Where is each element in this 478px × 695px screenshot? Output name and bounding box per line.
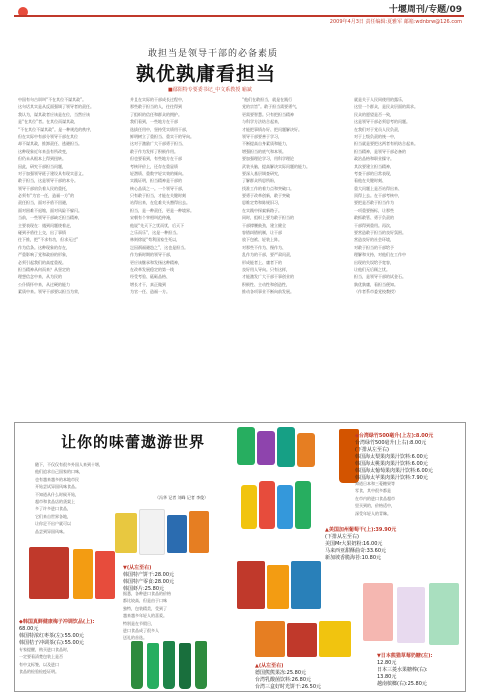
price-item: 新加坡香脆海苔:10.80元 — [325, 555, 381, 561]
text-line: 担当就是要把这两者有机结合起来。 — [354, 141, 418, 147]
text-line: 武装头脑，提高解决实际问题的能力。 — [242, 163, 310, 169]
text-line: 经受考验、砥砺品格、 — [130, 274, 170, 280]
text-line: 考查干部的日常表现， — [354, 170, 394, 176]
taiwan-drink-list — [355, 433, 463, 482]
text-line: 就是关于人民同使用的露乐， — [354, 97, 406, 102]
text-line: 食品的检验检疫证明。 — [19, 669, 59, 675]
text-line: 必须引起我们的高度重视。 — [18, 259, 66, 265]
text-line: 顶得上去。在干部考核中， — [354, 193, 402, 199]
text-line: 在实践中探索新路子。 — [242, 207, 282, 213]
text-line: 当前，一些领导干部缺乏担当精神， — [18, 215, 82, 221]
list-heading: ▼日本熊猫草莓奶糖(左): — [377, 653, 433, 659]
text-line: 理解和支持，对他们在工作中 — [354, 252, 406, 258]
price-item: 韩国海太桃果肉果汁饮料:6.00元 — [355, 461, 428, 467]
mixed-snack-list — [255, 663, 373, 691]
bottom-snack-photo — [251, 619, 355, 661]
header-meta: 2009年4月3日 责任编辑:夏雅军 邮箱:wdnbrw@126.com — [329, 19, 462, 25]
price-item: 韩国海太苹果肉果汁饮料:7.90元 — [355, 475, 428, 481]
text-line: 与科学方法结合起来， — [242, 119, 282, 125]
text-line: 中国有句古训叫“不在其位不谋其政”。 — [18, 97, 87, 102]
price-item: 13.80元 — [377, 674, 397, 680]
text-line: 责任担当，面对矛盾不回避， — [18, 200, 70, 206]
japan-snack-list — [377, 653, 463, 688]
text-line: 看他在关键时刻、 — [354, 178, 386, 184]
text-line: 面对困难不退缩，面对风险不躲闪。 — [18, 207, 82, 213]
article-column-2 — [130, 96, 234, 416]
text-line: 这种现象近年来虽有所改变， — [18, 148, 70, 154]
article-column-4 — [354, 96, 458, 416]
feature-byline: （冯华 记者 刘峰 记者 李俊） — [155, 495, 209, 500]
text-line: 我们看到，一些地方在干部 — [130, 119, 178, 125]
text-line: 站得出来，在危难关头豁得出去。 — [130, 200, 190, 206]
text-line: 敢于担当，这是领导干部的本分。 — [18, 178, 78, 184]
article — [18, 26, 460, 420]
text-line: 更需要智慧。只有把担当精神 — [242, 111, 294, 117]
price-item: 韩国特产零食:28.00元 — [123, 579, 174, 585]
text-line: 但在实际中有部分领导干部在其位 — [18, 133, 78, 139]
text-line: 多了许多进口食品， — [35, 506, 71, 512]
text-line: 据悉，各种进口食品的价格 — [123, 591, 171, 596]
feature-title: 让你的味蕾遨游世界 — [61, 433, 206, 451]
text-line: 一项重要指标，让那些 — [354, 207, 394, 213]
text-line: 深受年轻人的青睐。 — [355, 510, 391, 516]
korean-snack-list — [123, 565, 223, 593]
text-line: 独特，包装精美，受到了 — [123, 605, 167, 611]
text-line: 政治品格和职业操守。 — [354, 156, 394, 162]
text-line: 容错纠错机制，让干部 — [242, 230, 282, 236]
text-line: 为官一任、造福一方。 — [130, 289, 170, 295]
text-line: 党的宗旨”。敢于担当需要勇气， — [242, 104, 301, 110]
text-line: 要深入基层调查研究， — [242, 170, 282, 176]
text-line: 知道日本和三菱糖果等 — [355, 481, 395, 486]
text-line: 不知道从什么时候开始， — [35, 491, 79, 497]
text-line: 但仍未从根本上得到扭转。 — [18, 156, 66, 162]
text-line: 并且在实际的干部成长过程中， — [130, 97, 186, 102]
text-line: 他说“先天下之忧而忧，后天下 — [130, 222, 185, 228]
japan-snack-photo — [359, 579, 463, 651]
text-line: 都比较高，但是由于口味 — [123, 598, 167, 604]
price-item: 韩国虾片:25.80元 — [123, 586, 164, 592]
text-line: 作为信条。这种现象的存在， — [18, 244, 70, 250]
text-line: （作者系市委党校教授） — [354, 289, 398, 295]
list-heading: ▲(从左至右) — [255, 663, 284, 669]
text-line: “不在其位不谋其政”。是一种规范的秩序， — [18, 126, 95, 132]
text-line: 让他们无后顾之忧。 — [354, 266, 390, 272]
text-line: 这对于激励广大干部勇于担当、 — [130, 141, 186, 147]
text-line: 碰到矛盾往上交，出了事情 — [18, 230, 66, 236]
text-line: 在我们对于党员人民负责， — [354, 126, 402, 132]
text-line: 了组织的信任和群众的拥护。 — [130, 111, 182, 117]
text-line: 在改革发展稳定的第一线 — [130, 266, 174, 272]
price-item: 台湾绿竹500毫升(上右):8.00元 — [355, 440, 427, 446]
text-line: 但也要看到，有些地方在干部 — [130, 156, 182, 162]
text-line: 同时，组织上要为敢于担当的 — [242, 215, 294, 221]
text-line: 越来越多年轻人的喜爱。 — [123, 613, 167, 619]
text-line: 零食，其中很多都是 — [355, 488, 391, 494]
list-heading: ▲美国加州葡萄干(上):39.90元 — [325, 527, 397, 533]
text-line: 让你足不出户就可以 — [35, 521, 71, 527]
text-line: 干部撑腰鼓劲，建立健全 — [242, 222, 286, 228]
text-line: 要勇于改革创新，敢于突破 — [242, 193, 290, 199]
list-heading: ◆台湾绿竹500毫升(上左):8.00元 — [355, 433, 434, 439]
price-item: 12.80元 — [377, 660, 397, 666]
article-kicker: 敢担当是领导干部的必备素质 — [148, 49, 279, 59]
text-line: 出现的失误给予宽容， — [354, 259, 394, 265]
article-byline: ■鄢阳特专要委书记_中文系教授 喻斌 — [168, 87, 252, 93]
text-line: 要把是否敢于担当作为 — [354, 200, 394, 206]
text-line: 公仆情怀中来，从过硬的能力 — [18, 281, 70, 287]
text-line: 对于上级负责的统一中， — [354, 133, 398, 139]
text-line: 因此，研究干部担当问题， — [18, 163, 66, 169]
text-line: 他们追求自己国家的口味， — [35, 469, 83, 475]
text-line: 在市内的进口食品超市 — [355, 495, 395, 501]
price-item: 马来西亚甜酥曲奇:33.60元 — [325, 548, 386, 554]
text-line: 对那些不作为、慢作为、 — [242, 244, 286, 250]
text-line: 形成能者上、庸者下的 — [242, 259, 282, 265]
text-line: 找准工作的着力点和突破口。 — [242, 185, 294, 191]
price-item: 日本三菱水果糖棒(右): — [377, 667, 428, 673]
text-line: 开始尝试异国风味食品。 — [35, 484, 79, 490]
text-line: 随下，不仅仅有很多外国人来到十堰， — [35, 462, 103, 467]
text-line: 积极性、主动性和创造性， — [242, 281, 290, 287]
text-line: 良好用人导向。只有这样， — [242, 266, 290, 272]
text-line: 送礼的首选。 — [123, 635, 147, 641]
us-snack-list — [325, 527, 463, 562]
header-rule — [14, 15, 464, 17]
text-line: 一定要看清楚包装上是否 — [19, 654, 63, 660]
text-line: 核心品质之一。一个领导干部， — [130, 185, 186, 191]
text-line: 有中文标签，以及进口 — [19, 661, 59, 667]
price-item: 韩国海太梨果肉果汁饮料:6.00元 — [355, 454, 428, 460]
korean-snack-photo — [111, 505, 211, 563]
text-line: 重大问题上是否站得出来、 — [354, 185, 402, 191]
text-line: 特别是在节假日， — [123, 620, 155, 626]
text-line: 必须有“为官一任，造福一方”的 — [18, 193, 75, 199]
text-line: 干部得到重用。再次， — [354, 222, 394, 228]
text-line: 担当精神，是领导干部必备的 — [354, 148, 406, 154]
text-line: 领导干部肩负着人民的重托， — [18, 185, 70, 191]
price-item: 台湾三盒好时光饼干:26.50元 — [255, 684, 321, 690]
text-line: 增强担当的底气和本领。 — [242, 148, 286, 154]
text-line: 选拔任用中，坚持凭实绩用干部， — [130, 126, 190, 132]
text-line: 往下推，把“不求有功，但求无过” — [18, 237, 79, 243]
text-line: 轻潜绩、重数字轻实效的倾向。 — [130, 170, 186, 176]
text-line: 要营造敢于担当的良好氛围。 — [354, 230, 406, 236]
text-line: 推动各项事业不断向前发展。 — [242, 289, 294, 295]
text-line: 才能把事情办好、把问题解决好。 — [242, 126, 302, 132]
note-1 — [123, 591, 223, 643]
list-heading: ▼(从左至右) — [123, 565, 152, 571]
text-line: 敢于作为发挥了积极作用。 — [130, 148, 178, 154]
price-item: 韩国桔子冲调茶(右):55.00元 — [19, 640, 84, 646]
text-line: 它们来自世界各地， — [35, 513, 71, 519]
text-line: 不断提高自身素质和能力， — [242, 141, 290, 147]
text-line: 专家提醒，购买进口食品时， — [19, 647, 71, 652]
text-line: 作为新时期的领导干部， — [130, 252, 174, 258]
text-line: 我认为，谋其政者应该是在位，当然应该 — [18, 111, 90, 117]
text-line: “他们在敢担当，就是在践行 — [242, 97, 293, 102]
page-header — [0, 0, 478, 24]
korean-drink-photo — [21, 543, 117, 615]
text-line: 严重影响了党和政府的形象， — [18, 252, 70, 258]
text-line: 担当精神从何而来？从坚定的 — [18, 266, 70, 272]
text-line: 乱作为的干部，要严肃问责， — [242, 252, 294, 258]
price-item: 韩国海太葡萄果肉果汁饮料:6.00元 — [355, 468, 433, 474]
text-line: 之乐而乐”，这是一种担当。 — [130, 230, 181, 236]
text-line: 是“在其位”者。在其位而谋其政， — [18, 119, 79, 125]
text-line: 主要表现在：遇到问题绕着走， — [18, 222, 74, 228]
note-2 — [19, 647, 123, 677]
note-3 — [355, 481, 459, 518]
text-line: 那些敢于担当的人，往往得到 — [130, 104, 182, 110]
text-line: 也有越来越多的本地市民 — [35, 476, 79, 482]
text-line: 考核评价上，还存在重显绩 — [130, 163, 178, 169]
feature-box — [14, 422, 466, 692]
section-title: 十堰周刊/专题/09 — [388, 5, 462, 15]
price-item: 美国Mr大果奶粉:16.00元 — [325, 541, 383, 547]
text-line: 担当，是一种责任，更是一种境界。 — [130, 207, 194, 213]
text-line: 领导干部要善于学习， — [242, 133, 282, 139]
text-line: 其次要建立担当精神， — [354, 163, 394, 169]
liquor-bottles-photo — [127, 639, 223, 691]
text-line: 担当，是领导干部的试金石。 — [354, 274, 406, 280]
price-item: (下排从左至右) — [355, 447, 389, 453]
price-item: 越南槟榔(右):25.80元 — [377, 681, 427, 687]
text-line: 思维定势和陈规旧习， — [242, 200, 282, 206]
text-line: 要加强理论学习，用科学理论 — [242, 156, 294, 162]
text-line: 林则徐说“苟利国家生死以， — [130, 237, 181, 243]
list-heading: ◆韩国真鲜健康梅子冲调饮品(上): — [19, 619, 95, 625]
text-line: 鲜明树立了重担当、重实干的导向。 — [130, 133, 194, 139]
text-line: 超市和食品店的货架上 — [35, 498, 75, 504]
article-column-3 — [242, 96, 346, 416]
text-line: 放下包袱、轻装上阵。 — [242, 237, 282, 243]
text-line: 对敢于担当的干部给予 — [354, 244, 394, 250]
canned-drinks-photo — [233, 427, 325, 555]
text-line: 更应该继承和发扬这种精神， — [130, 259, 182, 265]
text-line: 营造良好的社会环境， — [354, 237, 394, 243]
korean-drink-list — [19, 619, 123, 647]
text-line: 敢抓敢管、勇于负责的 — [354, 215, 394, 221]
price-item: 德国熊熊果冻:25.80元 — [255, 670, 306, 676]
text-line: 素质中来。领导干部要以担当为荣， — [18, 289, 82, 295]
article-column-1 — [18, 96, 122, 416]
text-line: 只有敢于担当，才能在关键时刻 — [130, 193, 186, 199]
price-item: 68.00元 — [19, 626, 39, 632]
price-item: 台湾乳酸菌饮料:26.80元 — [255, 677, 311, 683]
text-line: 品尝到异国风味。 — [35, 528, 67, 534]
text-line: 理想信念中来，从为民的 — [18, 274, 62, 280]
text-line: 对于加强领导班子建设具有现实意义。 — [18, 170, 86, 176]
text-line: 这里一个群众，是民众层面的需求。 — [354, 104, 418, 110]
article-headline: 孰优孰庸看担当 — [136, 63, 277, 85]
text-line: 宋朝有个宰相叫范仲淹， — [130, 215, 174, 221]
text-line: 岂因祸福避趋之”，这也是担当。 — [130, 244, 189, 250]
us-snack-photo — [233, 557, 325, 615]
text-line: 民众的愿望是否一致， — [354, 111, 394, 117]
text-line: 这是领导干部必须思考的问题。 — [354, 119, 410, 125]
text-line: 里买到的，价格适中， — [355, 503, 395, 509]
text-line: 了解群众所思所盼， — [242, 178, 278, 184]
text-line: 实践证明，担当精神是干部的 — [130, 178, 182, 184]
text-line: 孰优孰庸，看担当便知。 — [354, 281, 398, 287]
text-line: 增长才干，真正做到 — [130, 281, 166, 287]
text-line: 进口食品成了很多人 — [123, 627, 159, 633]
price-item: 韩国特产饼干:28.00元 — [123, 572, 174, 578]
text-line: 才能激发广大干部干事创业的 — [242, 274, 294, 280]
text-line: 却不谋其政，推卸责任、逃避担当。 — [18, 141, 82, 147]
price-item: (下排从左至右) — [325, 534, 359, 540]
price-item: 韩国特浓红枣茶(左):55.00元 — [19, 633, 84, 639]
text-line: 这句话其实是从反面强调了领导者的责任。 — [18, 104, 94, 110]
